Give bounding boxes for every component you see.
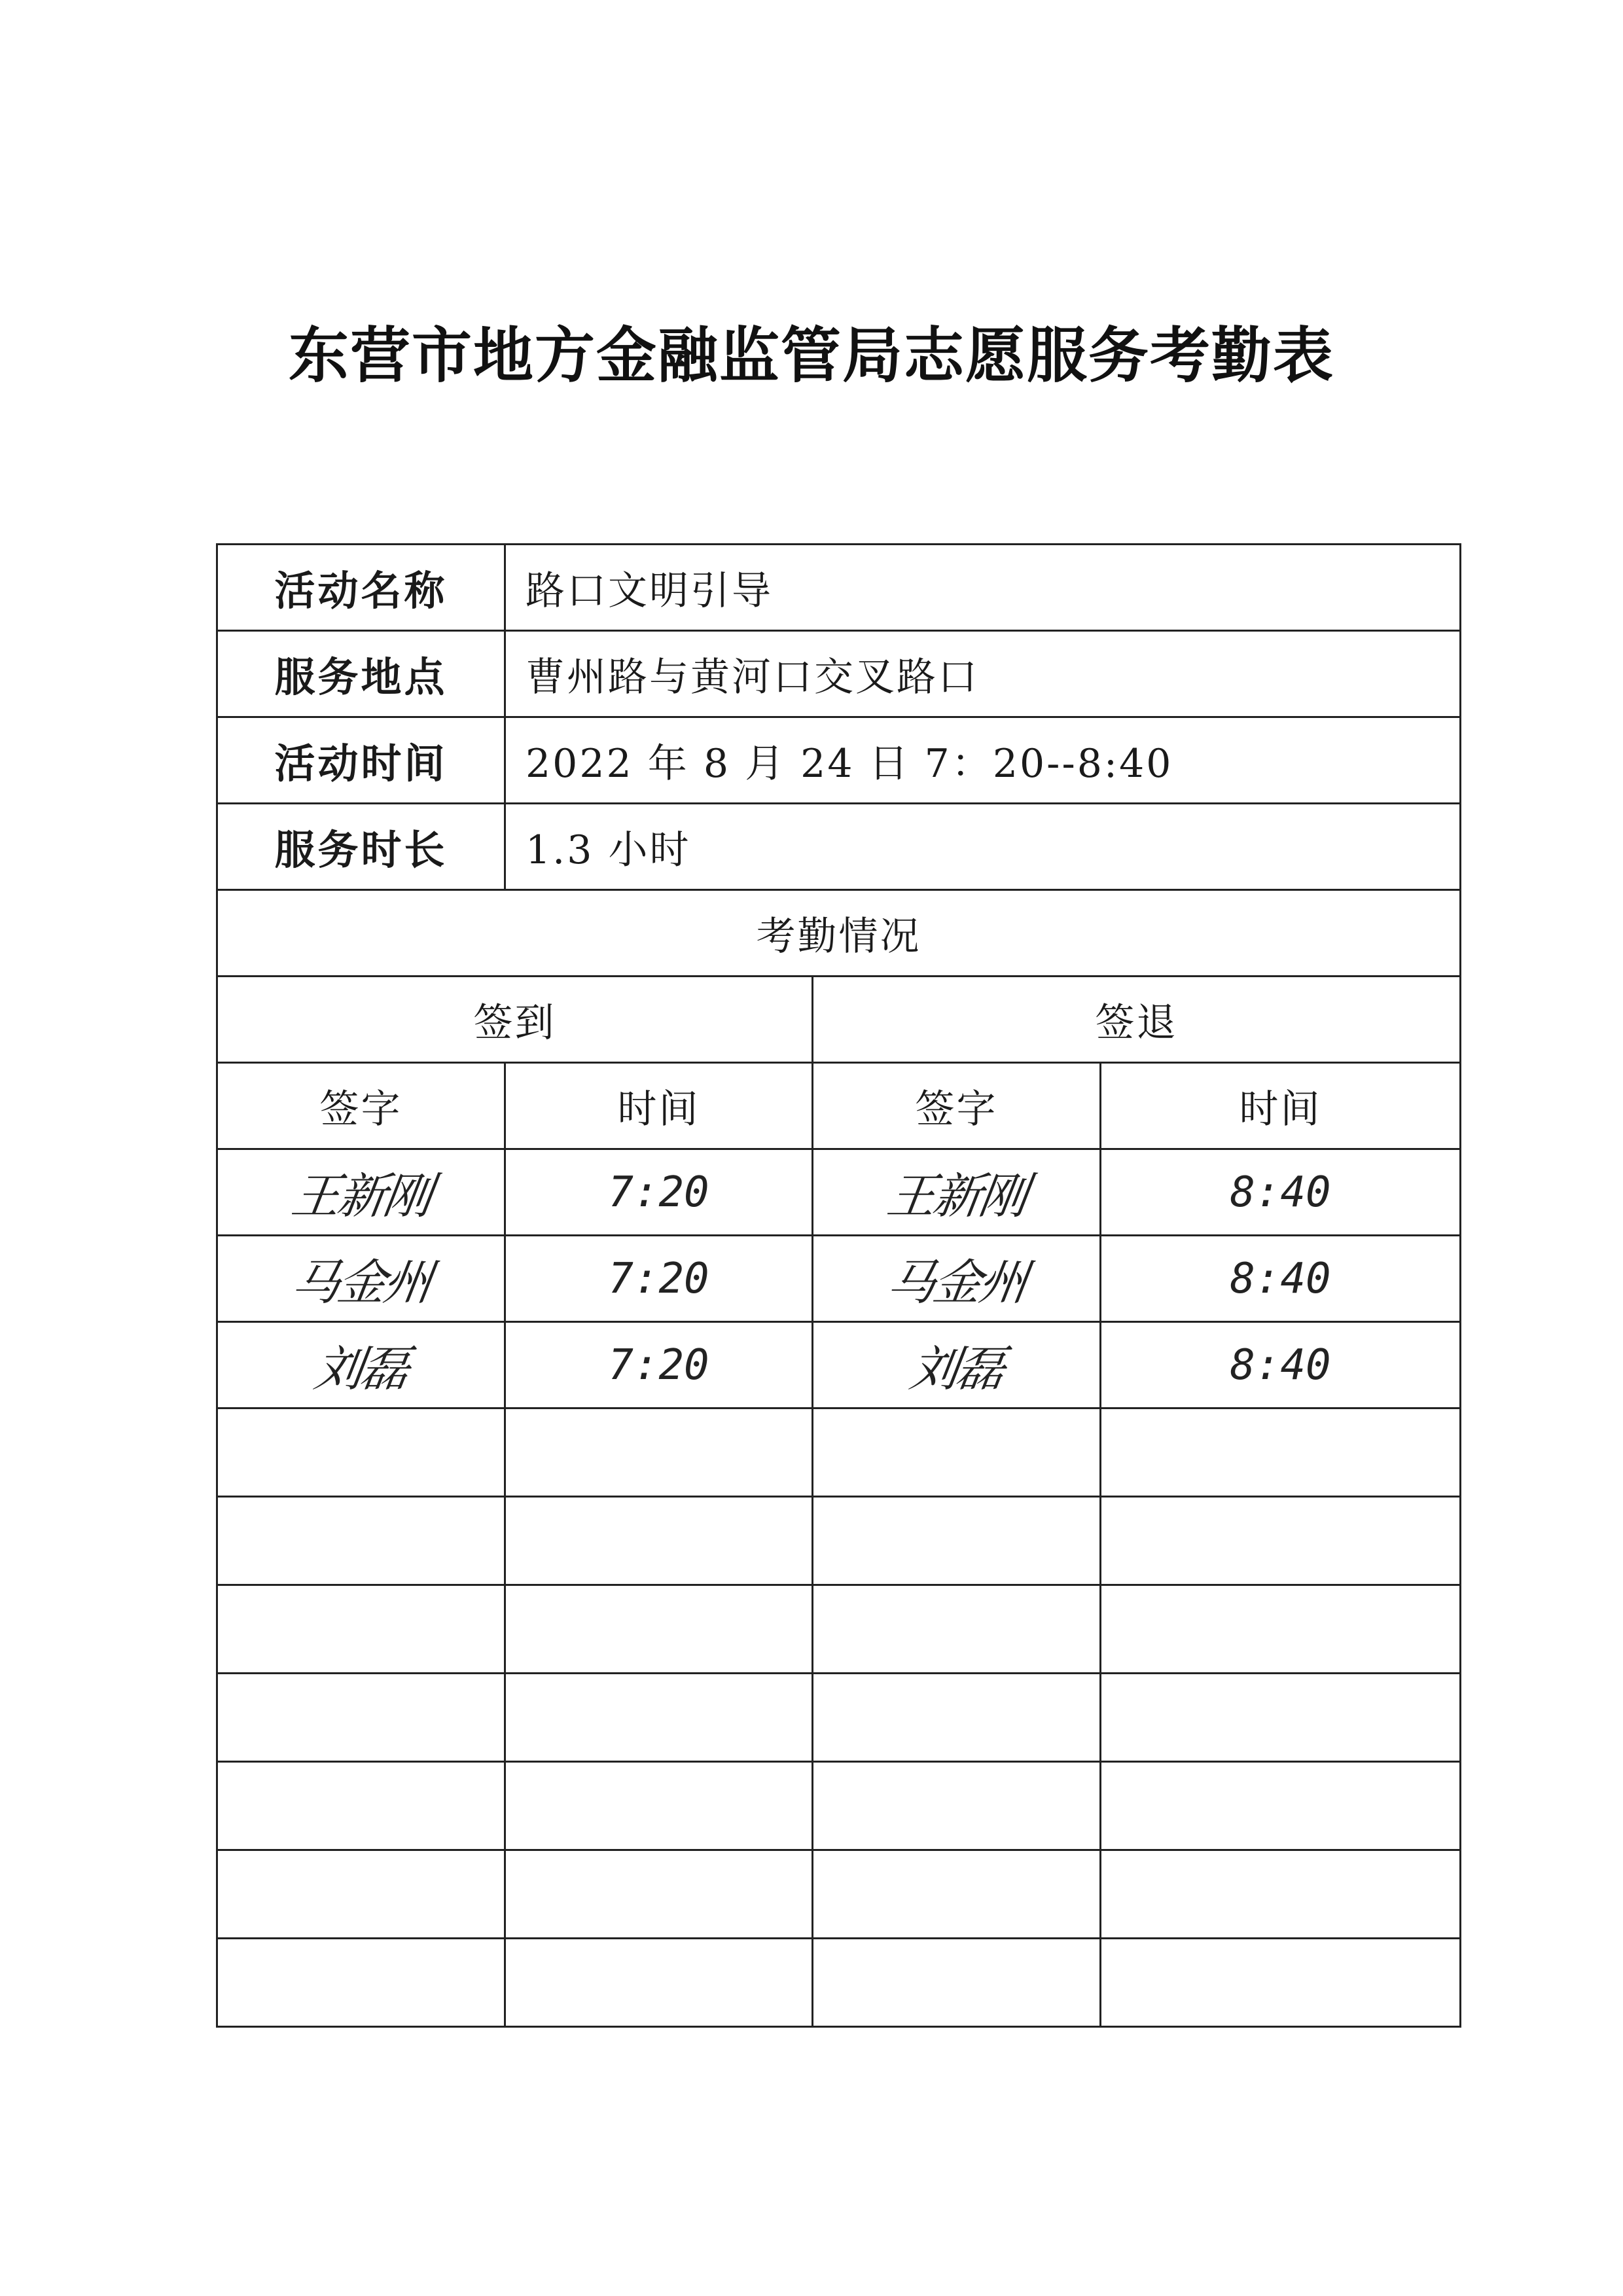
sign-out-header: 签退 xyxy=(813,977,1461,1063)
empty-cell xyxy=(1101,1762,1461,1850)
document-title: 东营市地方金融监管局志愿服务考勤表 xyxy=(288,321,1334,391)
empty-rows xyxy=(217,1408,1461,2027)
empty-cell xyxy=(505,1850,813,1939)
location-label: 服务地点 xyxy=(217,631,505,717)
activity-name-label: 活动名称 xyxy=(217,545,505,631)
table-row xyxy=(217,1236,1461,1322)
empty-table-row xyxy=(217,1674,1461,1762)
empty-cell xyxy=(1101,1939,1461,2027)
empty-cell xyxy=(217,1497,505,1585)
empty-cell xyxy=(813,1674,1101,1762)
sign-out-signature: 王新刚 xyxy=(806,1149,1107,1236)
time-label: 活动时间 xyxy=(217,717,505,804)
table-row xyxy=(217,1322,1461,1408)
empty-cell xyxy=(505,1408,813,1497)
sign-in-time-header: 时间 xyxy=(505,1063,813,1149)
empty-cell xyxy=(813,1497,1101,1585)
empty-cell xyxy=(505,1674,813,1762)
empty-cell xyxy=(217,1408,505,1497)
empty-cell xyxy=(1101,1497,1461,1585)
empty-cell xyxy=(217,1762,505,1850)
empty-cell xyxy=(813,1585,1101,1674)
sign-out-time-header: 时间 xyxy=(1101,1063,1461,1149)
sign-out-signature: 刘磊 xyxy=(806,1322,1107,1408)
empty-table-row xyxy=(217,1939,1461,2027)
duration-value: 1.3 小时 xyxy=(505,804,1461,890)
sign-in-time: 7:20 xyxy=(505,1236,813,1322)
empty-cell xyxy=(1101,1585,1461,1674)
time-value: 2022 年 8 月 24 日 7：20--8:40 xyxy=(505,717,1461,804)
duration-row xyxy=(217,804,1461,890)
empty-cell xyxy=(505,1585,813,1674)
attendance-section-label: 考勤情况 xyxy=(217,890,1461,977)
activity-name-value: 路口文明引导 xyxy=(505,545,1461,631)
sign-out-signature-header: 签字 xyxy=(813,1063,1101,1149)
empty-table-row xyxy=(217,1850,1461,1939)
empty-cell xyxy=(217,1674,505,1762)
empty-cell xyxy=(505,1939,813,2027)
empty-cell xyxy=(217,1585,505,1674)
duration-label: 服务时长 xyxy=(217,804,505,890)
sign-out-time: 8:40 xyxy=(1101,1149,1461,1236)
empty-cell xyxy=(217,1850,505,1939)
empty-cell xyxy=(1101,1674,1461,1762)
sign-out-time: 8:40 xyxy=(1101,1322,1461,1408)
sign-out-time: 8:40 xyxy=(1101,1236,1461,1322)
sign-in-signature: 刘磊 xyxy=(211,1322,511,1408)
sign-in-signature-header: 签字 xyxy=(217,1063,505,1149)
location-value: 曹州路与黄河口交叉路口 xyxy=(505,631,1461,717)
empty-table-row xyxy=(217,1762,1461,1850)
empty-cell xyxy=(813,1939,1101,2027)
empty-table-row xyxy=(217,1408,1461,1497)
sign-in-signature: 马金州 xyxy=(211,1236,511,1322)
empty-cell xyxy=(813,1408,1101,1497)
empty-cell xyxy=(505,1762,813,1850)
location-row xyxy=(217,631,1461,717)
empty-cell xyxy=(217,1939,505,2027)
empty-cell xyxy=(1101,1408,1461,1497)
empty-cell xyxy=(813,1850,1101,1939)
activity-name-row xyxy=(217,545,1461,631)
attendance-form xyxy=(216,543,1461,2028)
empty-cell xyxy=(1101,1850,1461,1939)
sign-in-header: 签到 xyxy=(217,977,813,1063)
sign-in-time: 7:20 xyxy=(505,1149,813,1236)
time-row xyxy=(217,717,1461,804)
attendance-section-row xyxy=(217,890,1461,977)
sign-in-signature: 王新刚 xyxy=(211,1149,511,1236)
table-row xyxy=(217,1149,1461,1236)
column-header-row xyxy=(217,1063,1461,1149)
sign-out-signature: 马金州 xyxy=(806,1236,1107,1322)
sign-in-out-header-row xyxy=(217,977,1461,1063)
empty-table-row xyxy=(217,1497,1461,1585)
empty-cell xyxy=(813,1762,1101,1850)
sign-in-time: 7:20 xyxy=(505,1322,813,1408)
empty-cell xyxy=(505,1497,813,1585)
empty-table-row xyxy=(217,1585,1461,1674)
